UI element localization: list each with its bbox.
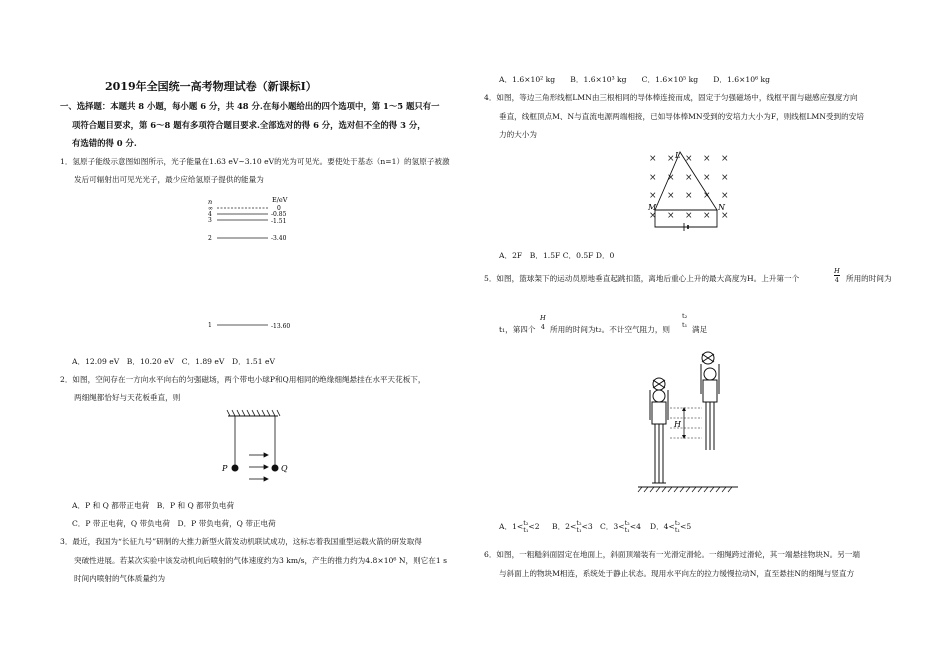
- option-prefix: B．2<: [552, 522, 577, 531]
- level-n-1: 1: [208, 322, 212, 329]
- field-cross-icon: ×: [703, 173, 711, 183]
- q1-stem-line-2: 发后可辐射出可见光光子，最少应给氢原子提供的能量为: [74, 175, 264, 184]
- option-suffix: <3: [581, 522, 593, 531]
- option-prefix: C．3<: [600, 522, 625, 531]
- field-cross-icon: ×: [685, 154, 693, 164]
- fraction-denominator: 4: [834, 276, 839, 284]
- option-suffix: <4: [629, 522, 641, 531]
- ratio-numerator: t₂: [674, 519, 681, 527]
- level-e-2: -3.40: [271, 235, 287, 242]
- q5-stem-line-2b: 所用的时间为t₂。不计空气阻力，则: [550, 325, 671, 334]
- triangle-frame-diagram: [640, 148, 740, 233]
- exam-title: 2019年全国统一高考物理试卷（新课标Ⅰ）: [105, 80, 317, 93]
- field-cross-icon: ×: [649, 191, 657, 201]
- field-cross-icon: ×: [649, 211, 657, 221]
- ratio-denominator: t₁: [523, 526, 529, 534]
- option-prefix: A．1<: [499, 522, 524, 531]
- q5-stem-line-2c: 满足: [692, 325, 708, 334]
- field-cross-icon: ×: [667, 191, 675, 201]
- option-suffix: <5: [680, 522, 692, 531]
- q1-stem-line-1: 1．氢原子能级示意图如图所示，光子能量在1.63 eV~3.10 eV的光为可见光。要使处于基态（n=1）的氢原子被激: [60, 157, 450, 166]
- vertex-m: M: [648, 203, 657, 212]
- ratio-denominator: t₁: [682, 321, 688, 329]
- ball-q: [272, 465, 279, 472]
- field-cross-icon: ×: [721, 191, 729, 201]
- field-cross-icon: ×: [721, 211, 729, 221]
- option-prefix: D．4<: [650, 522, 675, 531]
- q2-stem-line-1: 2．如图，空间存在一方向水平向右的匀强磁场，两个带电小球P和Q用相同的绝缘细绳悬挂在水平天花板下，: [60, 375, 426, 384]
- n-axis-label: n: [208, 198, 213, 206]
- q3-stem-line-3: 时间内喷射的气体质量约为: [74, 574, 166, 583]
- q3-stem-line-2: 突破性进展。若某次实验中该发动机向后喷射的气体速度约为3 km/s，产生的推力约为4.8×10⁶ N，则它在1 s: [74, 556, 448, 565]
- q3-stem-line-1: 3．最近，我国为“长征九号”研制的大推力新型火箭发动机联试成功，这标志着我国重型运载火箭的研发取得: [60, 537, 422, 546]
- basketball-jump-diagram: [638, 350, 738, 490]
- player-jumping: [701, 352, 719, 450]
- ratio-denominator: t₁: [624, 526, 630, 534]
- label-q: Q: [281, 464, 288, 473]
- q3-options: A．1.6×10² kg B．1.6×10³ kg C．1.6×10⁵ kg D．1.6×10⁶ kg: [499, 75, 770, 84]
- vertex-n: N: [718, 203, 725, 212]
- level-n-2: 2: [208, 235, 212, 242]
- option-suffix: <2: [528, 522, 540, 531]
- label-p: P: [222, 464, 228, 473]
- vertex-l: L: [675, 151, 681, 160]
- fraction-numerator: H: [540, 314, 546, 322]
- q5-fraction-1: [834, 267, 840, 284]
- q2-options-line-1: A．P 和 Q 都带正电荷 B．P 和 Q 都带负电荷: [72, 501, 235, 510]
- field-cross-icon: ×: [685, 173, 693, 183]
- field-cross-icon: ×: [649, 173, 657, 183]
- ball-p: [232, 465, 239, 472]
- level-e-inf: 0: [277, 205, 281, 212]
- q2-options-line-2: C．P 带正电荷，Q 带负电荷 D．P 带负电荷，Q 带正电荷: [72, 519, 276, 528]
- height-label: H: [674, 420, 681, 429]
- field-cross-icon: ×: [667, 173, 675, 183]
- q4-stem-line-3: 力的大小为: [499, 130, 537, 139]
- q6-stem-line-2: 与斜面上的物块M相连，系统处于静止状态。现用水平向左的拉力缓慢拉动N，直至悬挂N的细绳与竖直方: [499, 569, 855, 578]
- ratio-numerator: t₂: [523, 519, 529, 527]
- ratio-numerator: t₂: [624, 519, 630, 527]
- field-cross-icon: ×: [667, 211, 675, 221]
- q5-stem-line-1a: 5．如图，篮球架下的运动员原地垂直起跳扣篮，离地后重心上升的最大高度为H。上升第一个: [484, 274, 800, 283]
- field-cross-icon: ×: [703, 191, 711, 201]
- field-cross-icon: ×: [721, 154, 729, 164]
- q5-option-a: [499, 520, 540, 534]
- q5-stem-line-1b: 所用的时间为: [846, 274, 892, 283]
- field-cross-icon: ×: [703, 211, 711, 221]
- player-standing: [650, 378, 668, 483]
- ratio-numerator: t₂: [682, 312, 688, 320]
- fraction-numerator: H: [834, 267, 840, 275]
- q6-stem-line-1: 6．如图，一粗糙斜面固定在地面上，斜面顶端装有一光滑定滑轮。一细绳跨过滑轮，其一端悬挂物块N。另一端: [484, 550, 860, 559]
- q2-stem-line-2: 两细绳都恰好与天花板垂直，则: [74, 393, 181, 402]
- ratio-numerator: t₂: [576, 519, 582, 527]
- level-e-1: -13.60: [271, 323, 291, 330]
- magnetic-field-balls-diagram: [218, 408, 298, 488]
- section-header-line-2: 项符合题目要求，第 6～8 题有多项符合题目要求.全部选对的得 6 分，选对但不全的得 3 分，: [72, 120, 426, 130]
- q5-stem-line-2a: t₁，第四个: [499, 325, 536, 334]
- ratio-denominator: t₁: [674, 526, 681, 534]
- level-e-4: -0.85: [271, 211, 287, 218]
- field-cross-icon: ×: [685, 191, 693, 201]
- level-n-4: 4: [208, 211, 212, 218]
- section-header-line-3: 有选错的得 0 分.: [72, 138, 137, 148]
- q4-options: A．2F B．1.5F C．0.5F D．0: [499, 251, 615, 260]
- field-cross-icon: ×: [685, 211, 693, 221]
- fraction-denominator: 4: [540, 323, 545, 331]
- q4-stem-line-2: 垂直，线框顶点M、N与直流电源两端相接，已如导体棒MN受到的安培力大小为F，则线框LMN受到的安培: [499, 112, 864, 121]
- q5-option-c: [600, 520, 641, 534]
- field-cross-icon: ×: [649, 154, 657, 164]
- q4-stem-line-1: 4．如图，等边三角形线框LMN由三根相同的导体棒连接而成，固定于匀强磁场中，线框平面与磁感应强度方向: [484, 93, 858, 102]
- level-n-inf: ∞: [208, 205, 213, 212]
- q5-option-b: [552, 520, 593, 534]
- q1-options: A．12.09 eV B．10.20 eV C．1.89 eV D．1.51 eV: [72, 357, 275, 366]
- energy-axis-label: E/eV: [272, 196, 288, 204]
- q5-ratio: [682, 312, 687, 330]
- q5-option-d: [650, 520, 691, 534]
- field-cross-icon: ×: [703, 154, 711, 164]
- field-cross-icon: ×: [667, 154, 675, 164]
- q5-fraction-2: [540, 314, 546, 332]
- energy-level-diagram: [200, 192, 310, 332]
- section-header-line-1: 一、选择题：本题共 8 小题，每小题 6 分，共 48 分.在每小题给出的四个选项中，第 1～5 题只有一: [60, 101, 440, 111]
- ratio-denominator: t₁: [576, 526, 582, 534]
- level-e-3: -1.51: [271, 218, 287, 225]
- level-n-3: 3: [208, 217, 212, 224]
- field-cross-icon: ×: [721, 173, 729, 183]
